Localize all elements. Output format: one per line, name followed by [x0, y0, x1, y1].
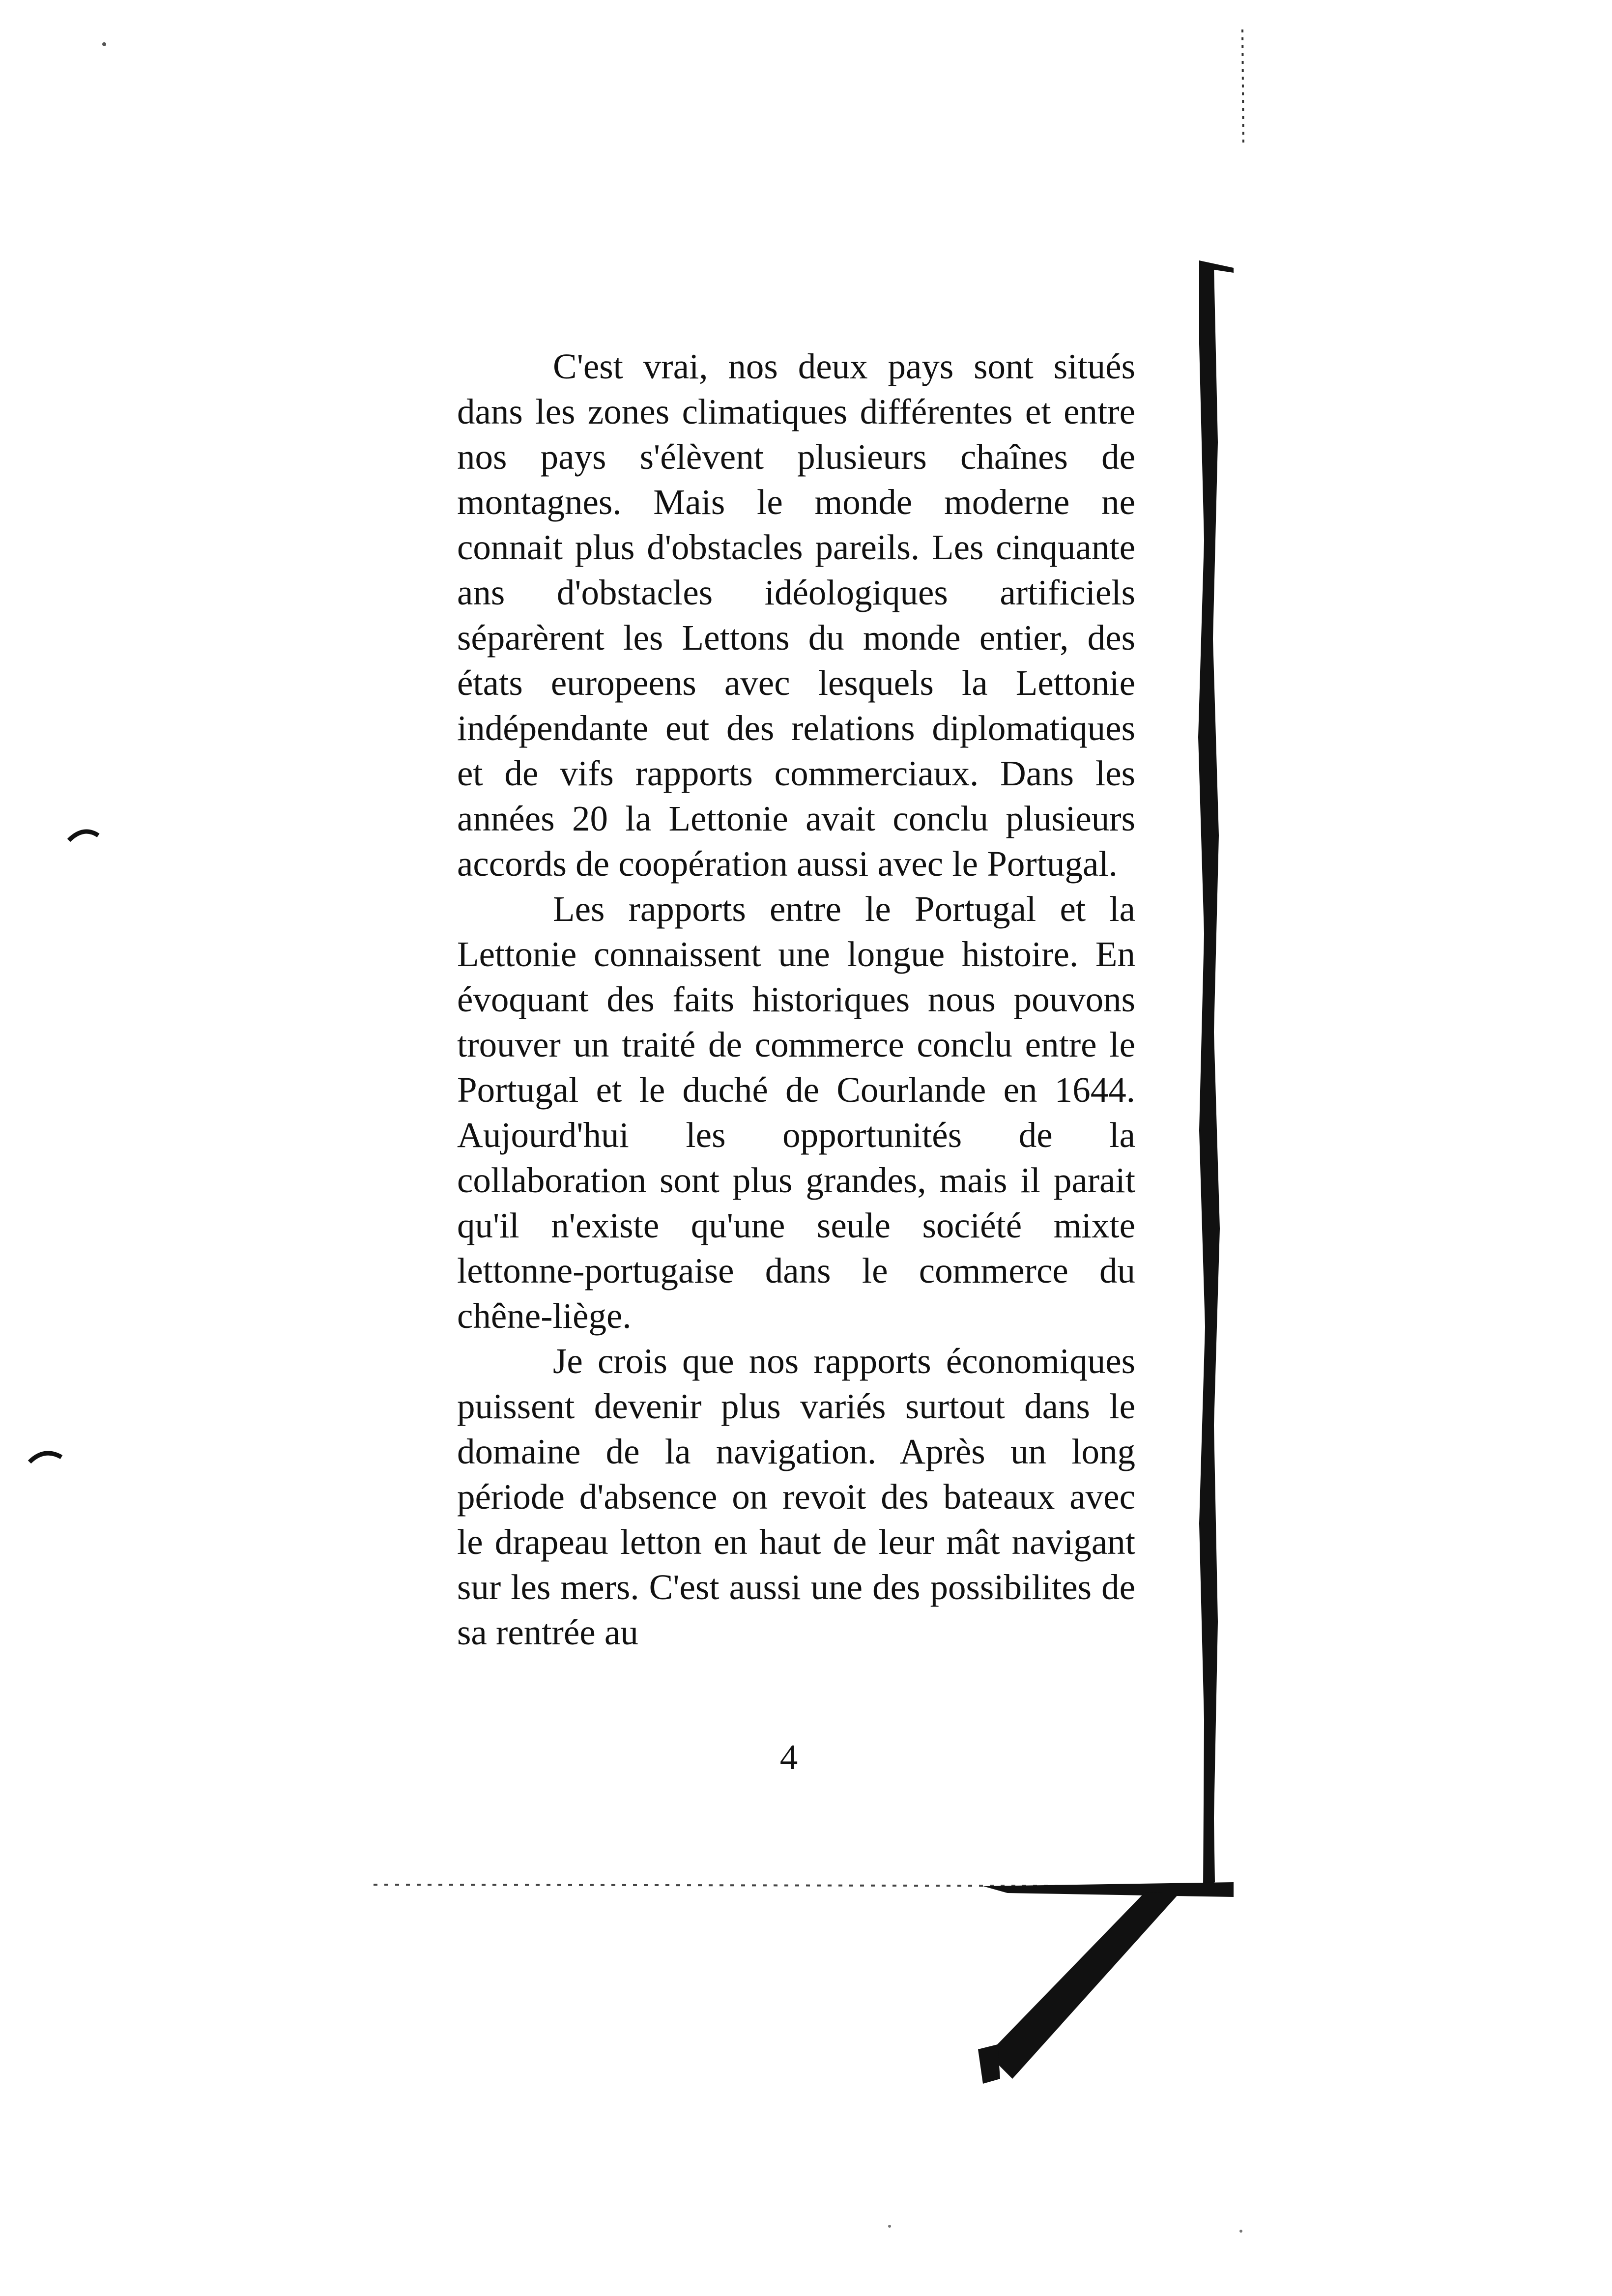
paragraph-1: C'est vrai, nos deux pays sont situés dans les zones climatiques différentes et entre nos pays s'élèvent plusieurs chaînes de montagnes. Mais le monde moderne ne connait plus d'obstacles pareils. Les cinquante ans d'obstacles idéologiques artificiels séparèrent les Lettons du monde entier, des états europeens avec lesquels la Lettonie indépendante eut des relations diplomatiques et de vifs rapports commerciaux. Dans les années 20 la Lettonie avait conclu plusieurs accords de coopération aussi avec le Portugal.	[457, 346, 1135, 884]
speckle	[102, 42, 106, 46]
bottom-dotted-line	[374, 1885, 1209, 1886]
top-right-speckle	[1242, 29, 1243, 147]
speckle	[888, 2225, 891, 2228]
corner-fold-tip	[978, 2044, 1000, 2084]
left-mark-upper	[69, 832, 98, 840]
paragraph-3: Je crois que nos rapports économiques puissent devenir plus variés surtout dans le domaine de la navigation. Après un long période d'absence on revoit des bateaux avec le drapeau letton en haut de leur mât navigant sur les mers. C'est aussi une des possibilites de sa rentrée au	[457, 1341, 1135, 1652]
bottom-shadow-band	[983, 1882, 1234, 1897]
paragraph-2: Les rapports entre le Portugal et la Lettonie connaissent une longue histoire. En évoquant des faits historiques nous pouvons trouver un traité de commerce conclu entre le Portugal et le duché de Courlande en 1644. Aujourd'hui les opportunités de la collaboration sont plus grandes, mais il parait qu'il n'existe qu'une seule société mixte lettonne-portugaise dans le commerce du chêne-liège.	[457, 889, 1135, 1336]
body-text	[457, 344, 1135, 1655]
right-edge-top-mark	[1199, 260, 1234, 273]
speckle	[1239, 2230, 1242, 2233]
corner-fold-diagonal	[988, 1892, 1180, 2079]
page-number: 4	[779, 1737, 798, 1777]
left-mark-lower	[29, 1453, 61, 1462]
right-edge-shadow	[1198, 260, 1220, 1887]
